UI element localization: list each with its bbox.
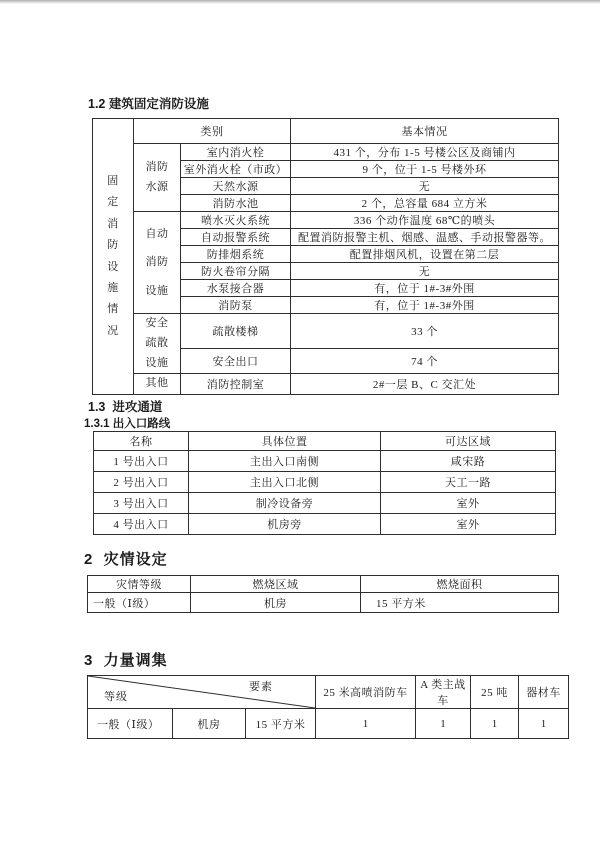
item-cell: 自动报警系统 [181,229,291,246]
count-cell: 1 [316,709,416,739]
table-row [94,472,556,493]
location-header-cell: 具体位置 [189,432,381,451]
table-row [94,451,556,472]
group-cell-auto-facilities: 自动消防设施 [134,212,181,314]
basic-info-header-cell: 基本情况 [291,119,559,144]
vehicle-header-cell: A 类主战车 [416,676,471,709]
value-cell: 33 个 [291,314,559,349]
vehicle-header-cell: 器材车 [519,676,569,709]
level-header-cell: 灾情等级 [88,576,191,593]
value-cell: 配置消防报警主机、烟感、温感、手动报警器等。 [291,229,559,246]
table-row [93,314,559,349]
size-cell: 15 平方米 [246,709,316,739]
disaster-setting-table [87,575,559,613]
value-cell: 2 个，总容量 684 立方米 [291,195,559,212]
section-heading-2: 2 灾情设定 [84,551,168,568]
size-header-cell: 燃烧面积 [361,576,559,593]
item-cell: 防排烟系统 [181,246,291,263]
item-cell: 安全出口 [181,348,291,374]
area-cell: 机房 [173,709,246,739]
table-row [94,493,556,514]
vehicle-header-cell: 25 米高喷消防车 [316,676,416,709]
value-cell: 9 个，位于 1-5 号楼外环 [291,161,559,178]
reach-header-cell: 可达区域 [381,432,556,451]
entrance-reach-cell: 天工一路 [381,472,556,493]
item-cell: 天然水源 [181,178,291,195]
size-cell: 15 平方米 [361,593,559,613]
value-cell: 配置排烟风机，设置在第二层 [291,246,559,263]
section-heading-1-2: 1.2 建筑固定消防设施 [88,97,209,111]
count-cell: 1 [519,709,569,739]
entrance-location-cell: 主出入口北侧 [189,472,381,493]
entrance-location-cell: 主出入口南侧 [189,451,381,472]
entrance-reach-cell: 室外 [381,493,556,514]
value-cell: 有，位于 1#-3#外围 [291,297,559,314]
value-cell: 336 个动作温度 68℃的喷头 [291,212,559,229]
item-cell: 室内消火栓 [181,144,291,161]
table-header-row [88,576,559,593]
group-cell-other: 其他 [134,374,181,395]
table-header-row [88,676,569,709]
name-header-cell: 名称 [94,432,189,451]
area-cell: 机房 [191,593,361,613]
scan-edge-shadow [0,0,600,4]
category-header-cell: 类别 [134,119,291,144]
table-row [93,374,559,395]
count-cell: 1 [416,709,471,739]
vehicle-header-cell: 25 吨 [471,676,519,709]
value-cell: 2#一层 B、C 交汇处 [291,374,559,395]
item-cell: 水泵接合器 [181,280,291,297]
table-row [93,212,559,229]
group-cell-water-source: 消防水源 [134,144,181,212]
table-row [88,593,559,613]
corner-label-level: 等级 [104,691,128,703]
section-heading-1-3-1: 1.3.1 出入口路线 [84,418,171,430]
value-cell: 无 [291,178,559,195]
item-cell: 消防控制室 [181,374,291,395]
group-cell-evacuation: 安全疏散设施 [134,314,181,374]
level-cell: 一般（Ⅰ级） [88,593,191,613]
table-row [88,709,569,739]
section-heading-3: 3 力量调集 [84,652,168,669]
table-header-row [93,119,559,144]
item-cell: 喷水灭火系统 [181,212,291,229]
entrance-name-cell: 3 号出入口 [94,493,189,514]
value-cell: 74 个 [291,348,559,374]
entrance-name-cell: 2 号出入口 [94,472,189,493]
table-header-row [94,432,556,451]
diagonal-corner-cell [88,676,316,709]
corner-label-elements: 要素 [249,681,274,693]
value-cell: 有，位于 1#-3#外围 [291,280,559,297]
item-cell: 室外消火栓（市政） [181,161,291,178]
entrance-reach-cell: 室外 [381,514,556,535]
fixed-facilities-table [92,118,559,395]
entrance-name-cell: 1 号出入口 [94,451,189,472]
item-cell: 疏散楼梯 [181,314,291,349]
table-row [94,514,556,535]
entrance-name-cell: 4 号出入口 [94,514,189,535]
entrance-reach-cell: 咸宋路 [381,451,556,472]
count-cell: 1 [471,709,519,739]
entrance-routes-table [93,431,556,535]
force-mobilization-table [87,675,569,739]
value-cell: 431 个，分布 1-5 号楼公区及商铺内 [291,144,559,161]
item-cell: 消防泵 [181,297,291,314]
value-cell: 无 [291,263,559,280]
level-cell: 一般（Ⅰ级） [88,709,173,739]
table-row [93,144,559,161]
side-header-cell: 固定消防设施情况 [93,119,134,395]
entrance-location-cell: 制冷设备旁 [189,493,381,514]
item-cell: 消防水池 [181,195,291,212]
item-cell: 防火卷帘分隔 [181,263,291,280]
area-header-cell: 燃烧区域 [191,576,361,593]
section-heading-1-3: 1.3 进攻通道 [88,400,163,414]
entrance-location-cell: 机房旁 [189,514,381,535]
